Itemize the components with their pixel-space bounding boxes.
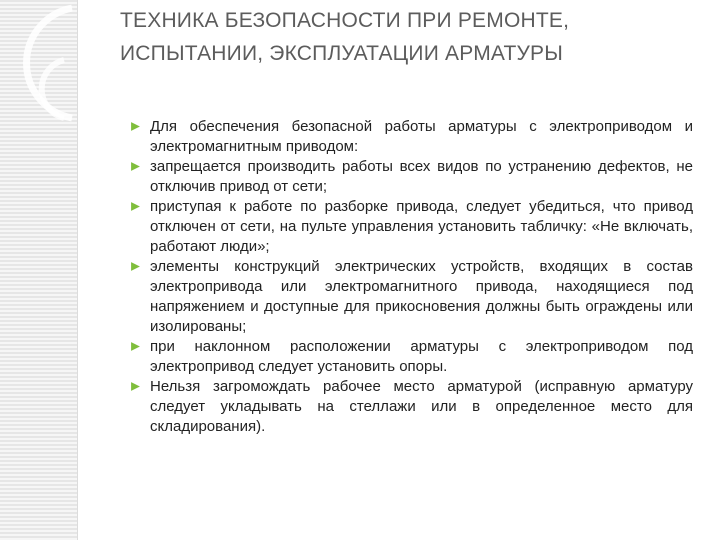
bullet-icon — [130, 161, 141, 172]
list-item-text: при наклонном расположении арматуры с электроприводом под электропривод следует установить опоры. — [150, 338, 693, 375]
bullet-icon — [130, 341, 141, 352]
bullet-icon — [130, 201, 141, 212]
list-item-text: приступая к работе по разборке привода, следует убедиться, что привод отключен от сети, на пульте управления установить табличку: «Не включать, работают люди»; — [150, 198, 693, 255]
list-item — [130, 117, 693, 157]
list-item — [130, 157, 693, 197]
bullet-icon — [130, 261, 141, 272]
list-item-text: запрещается производить работы всех видов по устранению дефектов, не отключив привод от сети; — [150, 158, 693, 195]
bullet-icon — [130, 121, 141, 132]
list-item — [130, 377, 693, 437]
bullet-icon — [130, 381, 141, 392]
slide-title: ТЕХНИКА БЕЗОПАСНОСТИ ПРИ РЕМОНТЕ, ИСПЫТАНИИ, ЭКСПЛУАТАЦИИ АРМАТУРЫ — [120, 9, 570, 65]
list-item — [130, 197, 693, 257]
decorative-arc-icon — [0, 0, 120, 160]
list-item-text: элементы конструкций электрических устройств, входящих в состав электропривода или электромагнитного привода, находящиеся под напряжением и доступные для прикосновения должны быть ограждены или изолированы; — [150, 258, 693, 335]
list-item — [130, 337, 693, 377]
list-item-text: Нельзя загромождать рабочее место арматурой (исправную арматуру следует укладывать на стеллажи или в определенное место для складирования). — [150, 378, 693, 435]
list-item — [130, 257, 693, 337]
bullet-list — [130, 117, 693, 437]
list-item-text: Для обеспечения безопасной работы арматуры с электроприводом и электромагнитным приводом: — [150, 118, 693, 155]
